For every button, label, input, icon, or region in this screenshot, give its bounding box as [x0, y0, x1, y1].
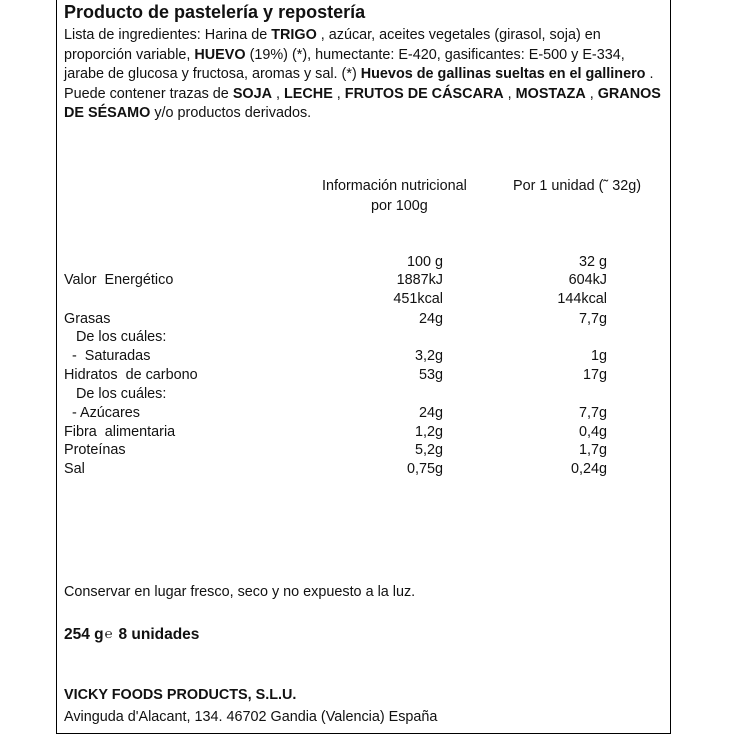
nutrition-value-per-100g: 1887kJ [396, 272, 443, 288]
nutrition-value-per-unit: 7,7g [578, 405, 607, 421]
ingredient-text: , [332, 85, 345, 102]
nutrition-value-per-100g: 451kcal [393, 291, 443, 307]
nutrition-value-per-unit: 17g [582, 367, 607, 383]
ingredient-text: , azúcar, aceites vegetales (girasol, soja) en proporción variable, [64, 27, 601, 63]
allergen-highlight: HUEVO [194, 46, 246, 63]
ingredients-list [64, 26, 664, 124]
nutrition-row-label: Proteínas [64, 442, 126, 458]
nutrition-value-per-unit: 1g [590, 348, 607, 364]
nutrition-row-label: Fibra alimentaria [64, 424, 176, 440]
storage-instructions: Conservar en lugar fresco, seco y no expuesto a la luz. [64, 584, 416, 600]
nutrition-row-label: - Saturadas [64, 348, 151, 364]
nutrition-row-label: - Azúcares [64, 405, 140, 421]
nutrition-row-label: Hidratos de carbono [64, 367, 198, 383]
ingredient-text: . Puede contener trazas de [64, 66, 654, 102]
nutrition-header-per-100g-sub: por 100g [371, 198, 428, 214]
product-title: Producto de pastelería y repostería [64, 2, 366, 22]
nutrition-row-label: Valor Energético [64, 272, 174, 288]
ingredient-text: , [585, 85, 598, 102]
estimated-sign-icon: ℮ [104, 626, 113, 641]
allergen-highlight: FRUTOS DE CÁSCARA [344, 85, 504, 102]
nutrition-value-per-100g: 1,2g [414, 424, 443, 440]
nutrition-row-label: Sal [64, 461, 85, 477]
nutrition-value-per-100g: 5,2g [414, 442, 443, 458]
ingredient-text: y/o productos derivados. [150, 105, 312, 122]
nutrition-value-per-100g: 53g [418, 367, 443, 383]
nutrition-value-per-unit: 144kcal [557, 291, 607, 307]
nutrition-value-per-unit: 0,24g [570, 461, 607, 477]
nutrition-value-per-100g: 24g [418, 311, 443, 327]
nutrition-value-per-unit: 604kJ [568, 272, 607, 288]
ingredient-text: Lista de ingredientes: Harina de [64, 27, 272, 43]
nutrition-value-per-100g: 24g [418, 405, 443, 421]
nutrition-header-per-100g: Información nutricional [322, 178, 467, 194]
allergen-highlight: TRIGO [271, 27, 317, 43]
weight-value: 254 g [64, 626, 104, 643]
nutrition-value-per-100g: 0,75g [406, 461, 443, 477]
ingredient-text: , [503, 85, 516, 102]
allergen-highlight: LECHE [284, 85, 333, 102]
nutrition-value-per-unit: 32 g [578, 254, 607, 270]
net-weight [64, 626, 199, 644]
units-count: 8 unidades [118, 626, 200, 643]
nutrition-value-per-unit: 7,7g [578, 311, 607, 327]
nutrition-row-label: Grasas [64, 311, 111, 327]
allergen-highlight: GRANOS DE SÉSAMO [64, 85, 661, 122]
nutrition-row-label: De los cuáles: [64, 329, 167, 345]
company-address: Avinguda d'Alacant, 134. 46702 Gandia (Valencia) España [64, 709, 438, 725]
ingredient-text: (19%) (*), humectante: E-420, gasificantes: E-500 y E-334, jarabe de glucosa y fructosa, aromas y sal. (*) [64, 46, 625, 83]
company-name: VICKY FOODS PRODUCTS, S.L.U. [64, 687, 297, 703]
ingredient-text: , [272, 85, 285, 102]
allergen-highlight: MOSTAZA [515, 85, 586, 102]
allergen-highlight: SOJA [232, 85, 273, 102]
nutrition-value-per-unit: 0,4g [578, 424, 607, 440]
nutrition-row-label: De los cuáles: [64, 386, 167, 402]
allergen-highlight: Huevos de gallinas sueltas en el gallinero [360, 66, 646, 83]
nutrition-value-per-100g: 3,2g [414, 348, 443, 364]
nutrition-value-per-unit: 1,7g [578, 442, 607, 458]
nutrition-header-per-unit: Por 1 unidad (˜ 32g) [513, 178, 641, 194]
nutrition-value-per-100g: 100 g [406, 254, 443, 270]
